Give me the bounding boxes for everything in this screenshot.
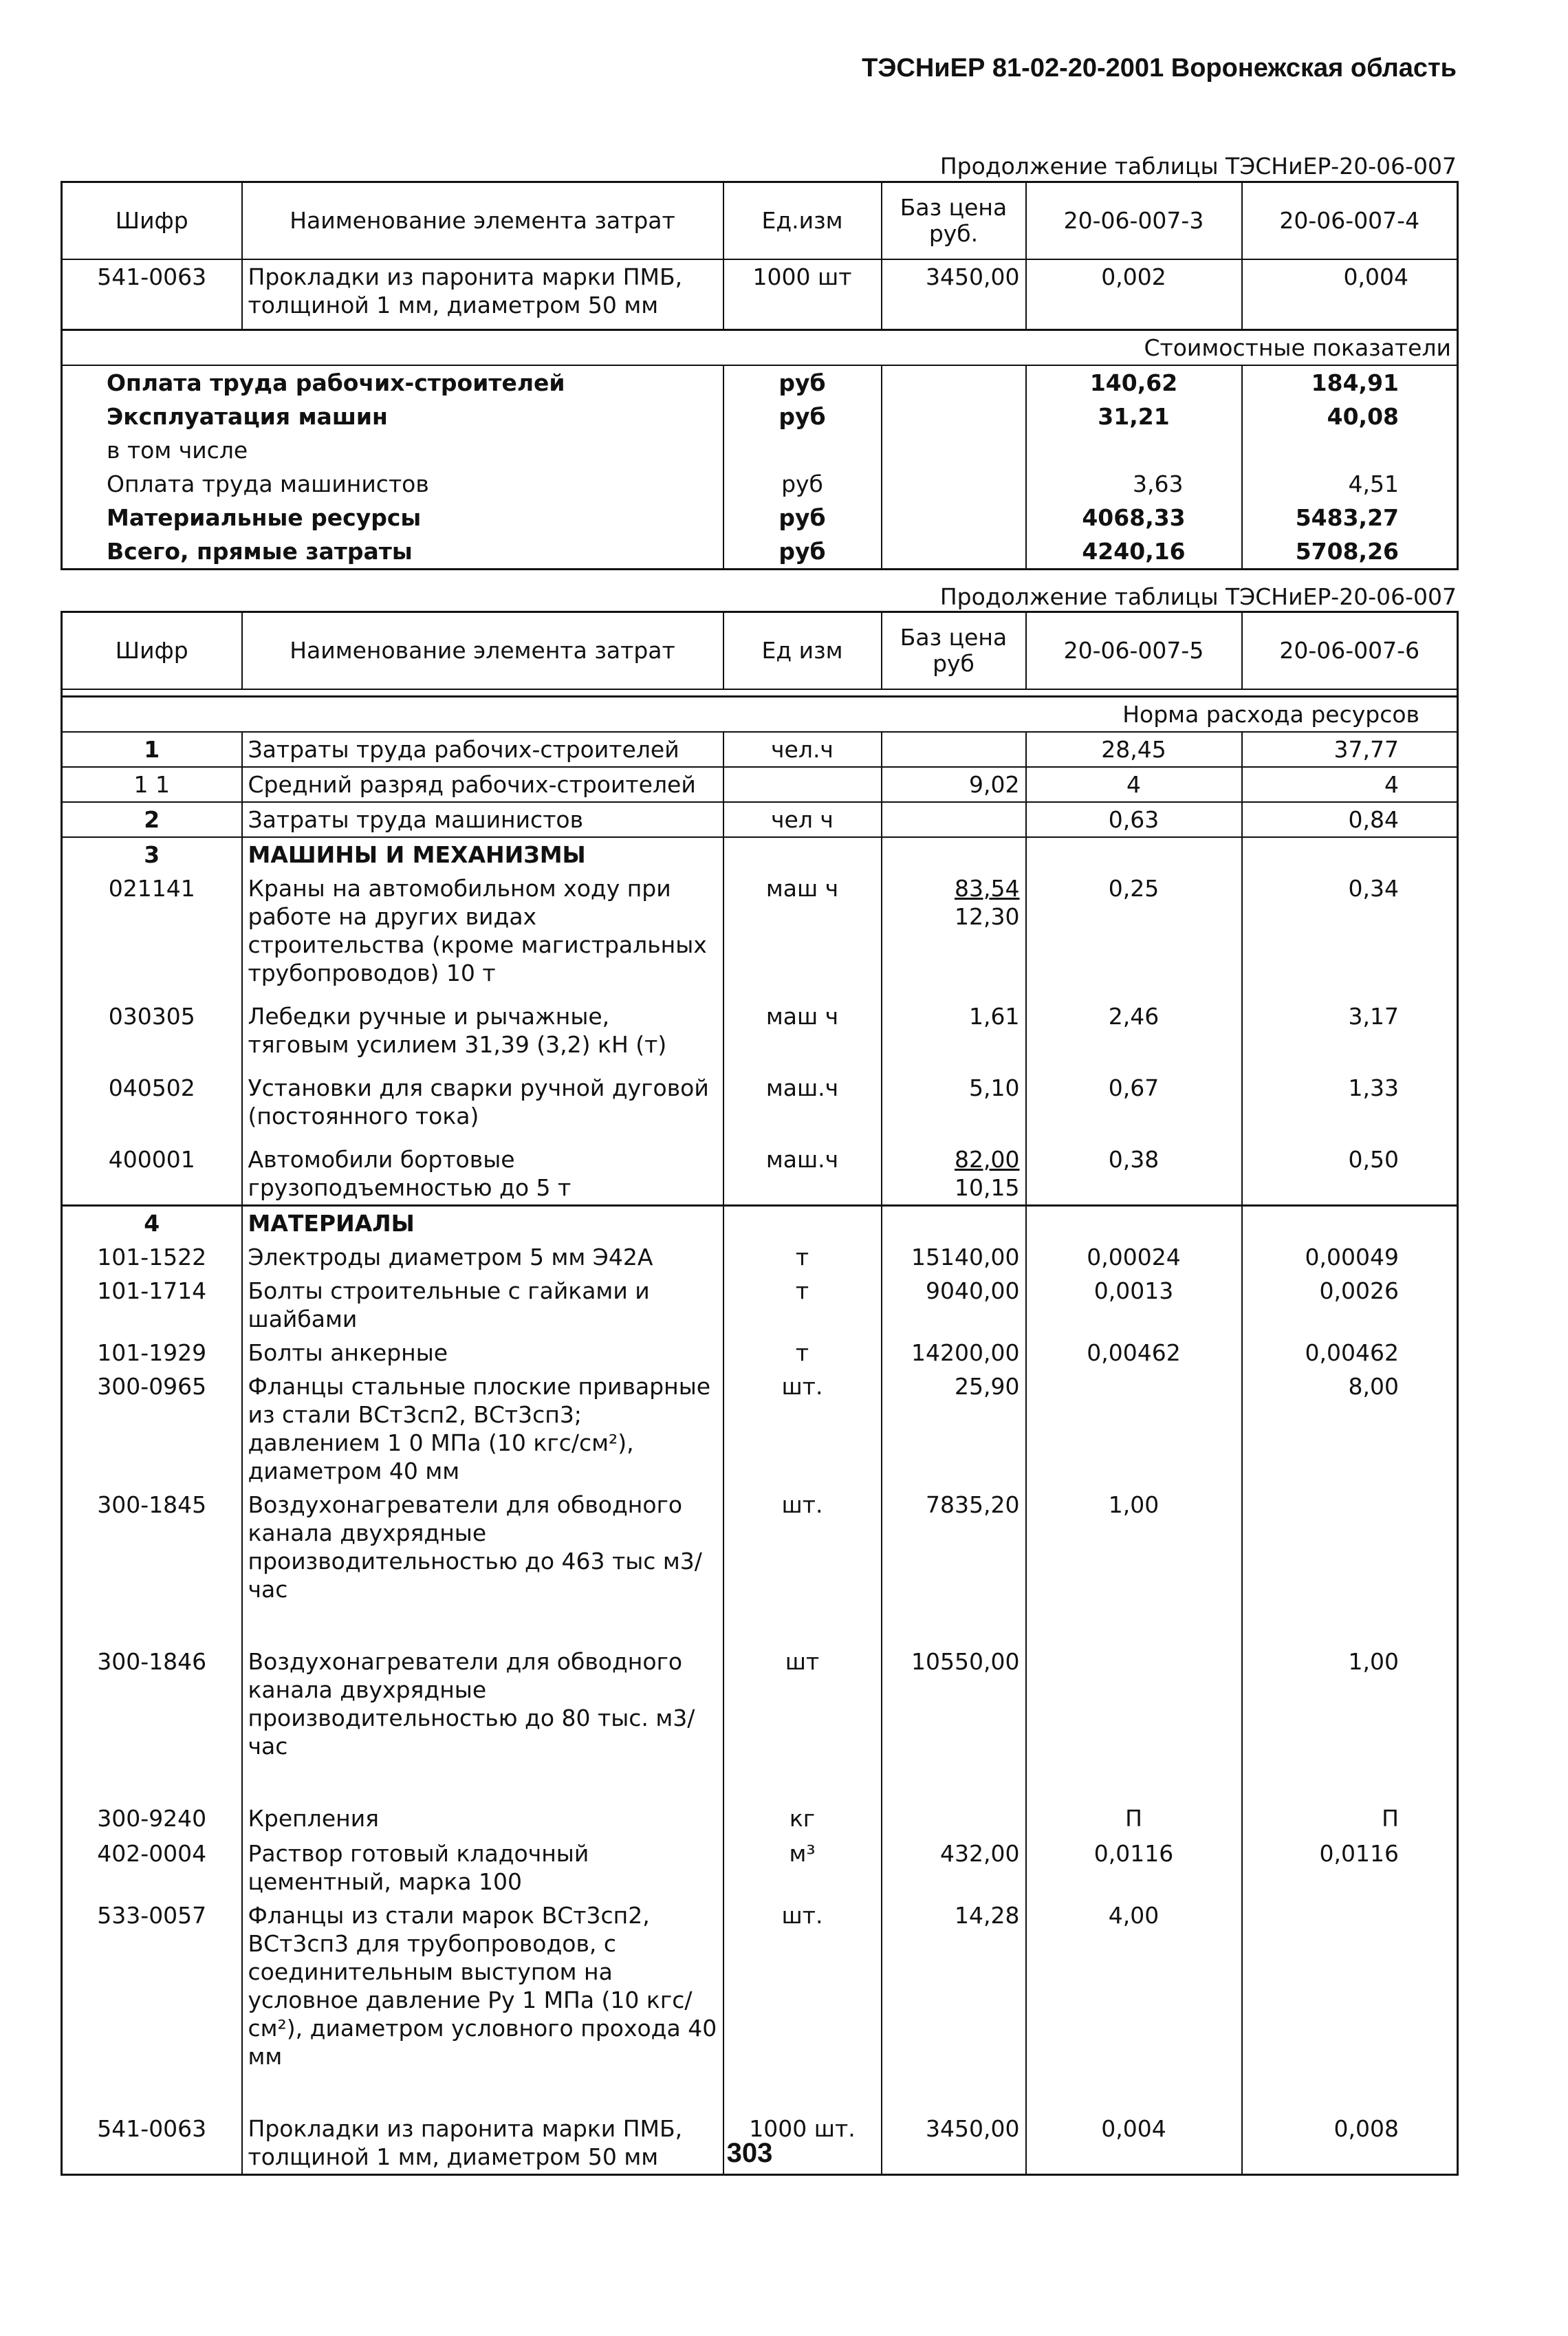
row-name: Воздухонагреватели для обводного канала двухрядные производительностью до 80 тыс. м3/час [242, 1645, 723, 1802]
row-price [882, 872, 1026, 999]
table1-caption: Продолжение таблицы ТЭСНиЕР-20-06-007 [939, 153, 1457, 180]
total-name: Материальные ресурсы [107, 504, 422, 531]
row-price [882, 1143, 1026, 1206]
row-unit: чел ч [723, 802, 882, 837]
row-v2 [1242, 1488, 1458, 1645]
row-v2: 0,00049 [1305, 1244, 1399, 1270]
row-price [882, 1071, 1026, 1143]
row-code: 040502 [62, 1071, 242, 1143]
row-name: Затраты труда рабочих-строителей [242, 732, 723, 767]
row-code: 402-0004 [62, 1837, 242, 1899]
row-v1: 28,45 [1026, 732, 1242, 767]
row-v2: 0,84 [1242, 802, 1458, 837]
total-name: в том числе [107, 436, 248, 464]
table-row [62, 767, 1458, 802]
table2-caption: Продолжение таблицы ТЭСНиЕР-20-06-007 [939, 583, 1457, 610]
total-name: Оплата труда машинистов [107, 470, 429, 497]
total-v1: 31,21 [1026, 400, 1242, 433]
row-code: 3 [62, 837, 242, 872]
total-v1: 4068,33 [1026, 501, 1242, 534]
row-price-value: 3450,00 [926, 2115, 1020, 2142]
row-price [882, 1206, 1026, 1241]
row-name: Фланцы стальные плоские приварные из стали ВСт3сп2, ВСт3сп3; давлением 1 0 МПа (10 кгс/см²), диаметром 40 мм [242, 1370, 723, 1488]
col-v2-header: 20-06-007-6 [1242, 612, 1458, 690]
row-price [882, 1802, 1026, 1837]
row-code: 300-1846 [62, 1645, 242, 1802]
col-price-header: Баз цена руб [882, 612, 1026, 690]
row-price [882, 802, 1026, 837]
row-name: Болты анкерные [242, 1336, 723, 1370]
total-unit: руб [723, 501, 882, 534]
row-unit: чел.ч [723, 732, 882, 767]
row-v2 [1242, 1206, 1458, 1241]
table-row [62, 1837, 1458, 1899]
row-price-value: 9,02 [969, 771, 1020, 798]
table-row [62, 732, 1458, 767]
table-row [62, 999, 1458, 1071]
table-row [62, 1488, 1458, 1645]
row-code: 400001 [62, 1143, 242, 1206]
row-price-value: 82,00 [955, 1146, 1020, 1173]
row-unit: т [723, 1336, 882, 1370]
row-name: Средний разряд рабочих-строителей [242, 767, 723, 802]
total-name: Всего, прямые затраты [107, 537, 413, 565]
total-unit: руб [723, 400, 882, 433]
row-name: Фланцы из стали марок ВСт3сп2, ВСт3сп3 для трубопроводов, с соединительным выступом на условное давление Ру 1 МПа (10 кгс/см²), диаметром условного прохода 40 мм [242, 1899, 723, 2112]
total-unit: руб [723, 534, 882, 570]
row-v1: 1,00 [1026, 1488, 1242, 1645]
table-row [62, 872, 1458, 999]
row-v1: 4,00 [1026, 1899, 1242, 2112]
row-v2: 0,00462 [1305, 1339, 1399, 1366]
section-label: Стоимостные показатели [62, 329, 1458, 365]
row-unit: маш.ч [723, 1071, 882, 1143]
table-row [62, 501, 1458, 534]
spacer-row [62, 689, 1458, 697]
row-price-value: 7835,20 [926, 1491, 1020, 1518]
item-name: Прокладки из паронита марки ПМБ, толщиной 1 мм, диаметром 50 мм [242, 259, 723, 329]
row-code: 533-0057 [62, 1899, 242, 2112]
col-code-header: Шифр [62, 612, 242, 690]
row-v2: 0,34 [1348, 875, 1399, 902]
row-code: 4 [62, 1206, 242, 1241]
row-price-value: 25,90 [955, 1373, 1020, 1400]
row-v2: 4 [1242, 767, 1458, 802]
row-unit: шт. [723, 1899, 882, 2112]
col-unit-header: Ед.изм [723, 182, 882, 260]
row-unit: маш ч [723, 999, 882, 1071]
row-name: Болты строительные с гайками и шайбами [242, 1274, 723, 1336]
total-v2: 5708,26 [1242, 534, 1458, 570]
row-price-value: 83,54 [955, 875, 1020, 902]
row-name: Воздухонагреватели для обводного канала двухрядные производительностью до 463 тыс м3/час [242, 1488, 723, 1645]
row-v2: 8,00 [1348, 1373, 1399, 1400]
total-v2: 5483,27 [1242, 501, 1458, 534]
row-v1: 0,004 [1026, 2112, 1242, 2175]
row-v1 [1026, 837, 1242, 872]
row-v2 [1242, 837, 1458, 872]
row-v1 [1026, 1370, 1242, 1488]
row-price [882, 1645, 1026, 1802]
row-v2: 3,17 [1348, 1003, 1399, 1030]
total-v1: 140,62 [1026, 365, 1242, 400]
total-v2: 184,91 [1242, 365, 1458, 400]
row-unit: маш ч [723, 872, 882, 999]
total-v1: 3,63 [1026, 467, 1242, 501]
row-v1: 0,25 [1026, 872, 1242, 999]
row-name: Затраты труда машинистов [242, 802, 723, 837]
row-v1: 4 [1026, 767, 1242, 802]
row-name: Электроды диаметром 5 мм Э42А [242, 1240, 723, 1274]
total-unit: руб [723, 467, 882, 501]
table2 [61, 611, 1459, 2176]
table-row [62, 1274, 1458, 1336]
row-name: Лебедки ручные и рычажные, тяговым усилием 31,39 (3,2) кН (т) [242, 999, 723, 1071]
row-unit: 1000 шт. [723, 2112, 882, 2175]
row-name: Автомобили бортовые грузоподъемностью до 5 т [242, 1143, 723, 1206]
table-row [62, 1336, 1458, 1370]
col-v1-header: 20-06-007-3 [1026, 182, 1242, 260]
page-number: 303 [726, 2138, 773, 2168]
row-code: 030305 [62, 999, 242, 1071]
row-price-value: 10550,00 [911, 1648, 1020, 1675]
row-unit: т [723, 1274, 882, 1336]
row-v1 [1026, 1645, 1242, 1802]
row-price-value: 9040,00 [926, 1277, 1020, 1304]
total-name: Эксплуатация машин [107, 402, 388, 430]
row-v2: П [1382, 1805, 1399, 1832]
row-v1: 0,63 [1026, 802, 1242, 837]
row-name: Краны на автомобильном ходу при работе на других видах строительства (кроме магистральных трубопроводов) 10 т [242, 872, 723, 999]
row-price-value: 14,28 [955, 1902, 1020, 1929]
row-price [882, 1899, 1026, 2112]
table-row [62, 1802, 1458, 1837]
row-price [882, 999, 1026, 1071]
row-code: 1 [62, 732, 242, 767]
total-name: Оплата труда рабочих-строителей [107, 369, 565, 396]
row-v1: 0,0013 [1026, 1274, 1242, 1336]
item-code: 541-0063 [62, 259, 242, 329]
item-price: 3450,00 [882, 259, 1026, 329]
row-name: Установки для сварки ручной дуговой (постоянного тока) [242, 1071, 723, 1143]
row-v2: 0,008 [1333, 2115, 1399, 2142]
item-v1: 0,002 [1026, 259, 1242, 329]
row-price [882, 1274, 1026, 1336]
item-v2: 0,004 [1343, 263, 1408, 290]
table-row [62, 433, 1458, 467]
row-price [882, 1488, 1026, 1645]
total-v2: 40,08 [1242, 400, 1458, 433]
section-row [62, 697, 1458, 733]
row-name: Прокладки из паронита марки ПМБ, толщиной 1 мм, диаметром 50 мм [242, 2112, 723, 2175]
row-v1: 2,46 [1026, 999, 1242, 1071]
col-v1-header: 20-06-007-5 [1026, 612, 1242, 690]
row-price [882, 1336, 1026, 1370]
total-v2: 4,51 [1242, 467, 1458, 501]
row-unit: шт. [723, 1370, 882, 1488]
row-v1: 0,67 [1026, 1071, 1242, 1143]
row-name: МАШИНЫ И МЕХАНИЗМЫ [242, 837, 723, 872]
table-row [62, 467, 1458, 501]
row-price [882, 1370, 1026, 1488]
table-row [62, 1071, 1458, 1143]
row-code: 300-1845 [62, 1488, 242, 1645]
table-row [62, 400, 1458, 433]
row-unit: шт. [723, 1488, 882, 1645]
table2-header-row [62, 612, 1458, 690]
table-row [62, 1899, 1458, 2112]
table-row [62, 1370, 1458, 1488]
row-v2: 37,77 [1333, 736, 1399, 763]
row-name: Крепления [242, 1802, 723, 1837]
col-name-header: Наименование элемента затрат [242, 182, 723, 260]
row-price-value: 432,00 [940, 1840, 1020, 1867]
table-row [62, 1206, 1458, 1241]
table-row [62, 534, 1458, 570]
row-unit: маш.ч [723, 1143, 882, 1206]
row-v2: 0,50 [1348, 1146, 1399, 1173]
row-unit: кг [723, 1802, 882, 1837]
row-code: 101-1929 [62, 1336, 242, 1370]
row-v1 [1026, 1206, 1242, 1241]
row-unit [723, 767, 882, 802]
row-price-wage: 12,30 [955, 903, 1020, 930]
row-code: 300-9240 [62, 1802, 242, 1837]
row-name: МАТЕРИАЛЫ [242, 1206, 723, 1241]
section-label: Норма расхода ресурсов [62, 697, 1458, 733]
page-header: ТЭСНиЕР 81-02-20-2001 Воронежская область [862, 54, 1457, 83]
row-price [882, 767, 1026, 802]
row-unit: т [723, 1240, 882, 1274]
row-v2: 0,0026 [1319, 1277, 1399, 1304]
table1-header-row [62, 182, 1458, 260]
col-code-header: Шифр [62, 182, 242, 260]
row-v1: 0,00462 [1026, 1336, 1242, 1370]
row-price [882, 837, 1026, 872]
row-name: Раствор готовый кладочный цементный, марка 100 [242, 1837, 723, 1899]
table-row [62, 1143, 1458, 1206]
row-price-value: 5,10 [969, 1074, 1020, 1101]
item-unit: 1000 шт [723, 259, 882, 329]
table-row [62, 1240, 1458, 1274]
row-price-wage: 10,15 [955, 1174, 1020, 1201]
row-price [882, 1837, 1026, 1899]
row-price-value: 1,61 [969, 1003, 1020, 1030]
row-code: 021141 [62, 872, 242, 999]
col-unit-header: Ед изм [723, 612, 882, 690]
row-unit [723, 1206, 882, 1241]
row-unit: м³ [723, 1837, 882, 1899]
table-row [62, 365, 1458, 400]
total-unit: руб [723, 365, 882, 400]
row-v1: 0,00024 [1026, 1240, 1242, 1274]
row-price-value: 15140,00 [911, 1244, 1020, 1270]
col-price-header: Баз цена руб. [882, 182, 1026, 260]
row-v2: 1,33 [1348, 1074, 1399, 1101]
section-row [62, 329, 1458, 365]
row-v2: 1,00 [1348, 1648, 1399, 1675]
table1 [61, 181, 1459, 570]
row-code: 101-1522 [62, 1240, 242, 1274]
row-price [882, 732, 1026, 767]
row-code: 2 [62, 802, 242, 837]
row-v1: 0,38 [1026, 1143, 1242, 1206]
table-row [62, 259, 1458, 329]
row-v1: 0,0116 [1026, 1837, 1242, 1899]
table-row [62, 802, 1458, 837]
total-v1: 4240,16 [1026, 534, 1242, 570]
table-row [62, 837, 1458, 872]
table-row [62, 1645, 1458, 1802]
row-unit: шт [723, 1645, 882, 1802]
row-v2 [1242, 1899, 1458, 2112]
row-price-value: 14200,00 [911, 1339, 1020, 1366]
row-v1: П [1026, 1802, 1242, 1837]
col-v2-header: 20-06-007-4 [1242, 182, 1458, 260]
row-price [882, 1240, 1026, 1274]
row-code: 541-0063 [62, 2112, 242, 2175]
row-code: 101-1714 [62, 1274, 242, 1336]
row-code: 1 1 [62, 767, 242, 802]
row-code: 300-0965 [62, 1370, 242, 1488]
row-v2: 0,0116 [1319, 1840, 1399, 1867]
col-name-header: Наименование элемента затрат [242, 612, 723, 690]
row-unit [723, 837, 882, 872]
